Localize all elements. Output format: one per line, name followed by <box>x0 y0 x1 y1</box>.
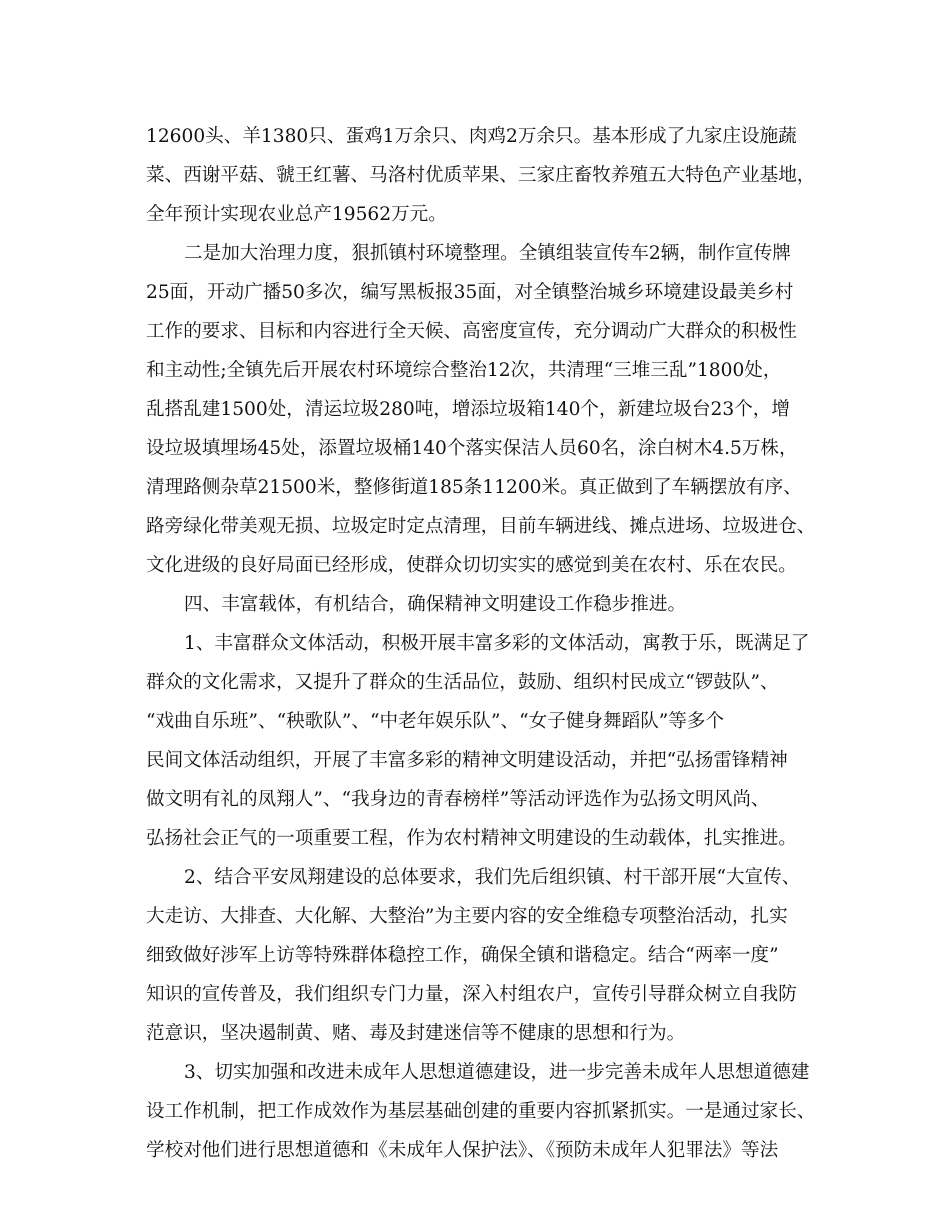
text-line: 学校对他们进行思想道德和《未成年人保护法》、《预防未成年人犯罪法》等法 <box>146 1140 779 1161</box>
text-line: 做文明有礼的凤翔人”、“我身边的青春榜样”等活动评选作为弘扬文明风尚、 <box>146 789 770 810</box>
text-line: 25面，开动广播50多次，编写黑板报35面，对全镇整治城乡环境建设最美乡村 <box>146 282 794 303</box>
text-line: 文化进级的良好局面已经形成，使群众切切实实的感觉到美在农村、乐在农民。 <box>146 555 797 576</box>
text-line: 大走访、大排查、大化解、大整治”为主要内容的安全维稳专项整治活动，扎实 <box>146 906 788 927</box>
text-line: 3、切实加强和改进未成年人思想道德建设，进一步完善未成年人思想道德建 <box>184 1062 810 1083</box>
text-line: “戏曲自乐班”、“秧歌队”、“中老年娱乐队”、“女子健身舞蹈队”等多个 <box>146 711 725 732</box>
text-line: 工作的要求、目标和内容进行全天候、高密度宣传，充分调动广大群众的积极性 <box>146 321 797 342</box>
text-line: 知识的宣传普及，我们组织专门力量，深入村组农户，宣传引导群众树立自我防 <box>146 984 797 1005</box>
text-line: 民间文体活动组织，开展了丰富多彩的精神文明建设活动，并把“弘扬雷锋精神 <box>146 750 788 771</box>
text-line: 1、丰富群众文体活动，积极开展丰富多彩的文体活动，寓教于乐，既满足了 <box>184 633 810 654</box>
text-line: 乱搭乱建1500处，清运垃圾280吨，增添垃圾箱140个，新建垃圾台23个，增 <box>146 399 790 420</box>
text-line: 细致做好涉军上访等特殊群体稳控工作，确保全镇和谐稳定。结合“两率一度” <box>146 945 779 966</box>
text-line: 设工作机制，把工作成效作为基层基础创建的重要内容抓紧抓实。一是通过家长、 <box>146 1101 816 1122</box>
text-line: 设垃圾填埋场45处，添置垃圾桶140个落实保洁人员60名，涂白树木4.5万株， <box>146 438 798 459</box>
text-line: 路旁绿化带美观无损、垃圾定时定点清理，目前车辆进线、摊点进场、垃圾进仓、 <box>146 516 816 537</box>
text-line: 群众的文化需求，又提升了群众的生活品位，鼓励、组织村民成立“锣鼓队”、 <box>146 672 779 693</box>
text-line: 2、结合平安凤翔建设的总体要求，我们先后组织镇、村干部开展“大宣传、 <box>184 867 801 888</box>
text-line: 弘扬社会正气的一项重要工程，作为农村精神文明建设的生动载体，扎实推进。 <box>146 828 797 849</box>
text-line: 菜、西谢平菇、虢王红薯、马洛村优质苹果、三家庄畜牧养殖五大特色产业基地， <box>146 165 816 186</box>
text-line: 范意识，坚决遏制黄、赌、毒及封建迷信等不健康的思想和行为。 <box>146 1023 686 1044</box>
text-line: 和主动性;全镇先后开展农村环境综合整治12次，共清理“三堆三乱”1800处， <box>146 360 782 381</box>
text-line: 四、丰富载体，有机结合，确保精神文明建设工作稳步推进。 <box>184 594 687 615</box>
text-line: 二是加大治理力度，狠抓镇村环境整理。全镇组装宣传车2辆，制作宣传牌 <box>184 243 791 264</box>
text-line: 全年预计实现农业总产19562万元。 <box>146 204 447 225</box>
text-line: 12600头、羊1380只、蛋鸡1万余只、肉鸡2万余只。基本形成了九家庄设施蔬 <box>146 126 797 147</box>
text-line: 清理路侧杂草21500米，整修街道185条11200米。真正做到了车辆摆放有序、 <box>146 477 802 498</box>
document-body <box>146 117 816 1170</box>
